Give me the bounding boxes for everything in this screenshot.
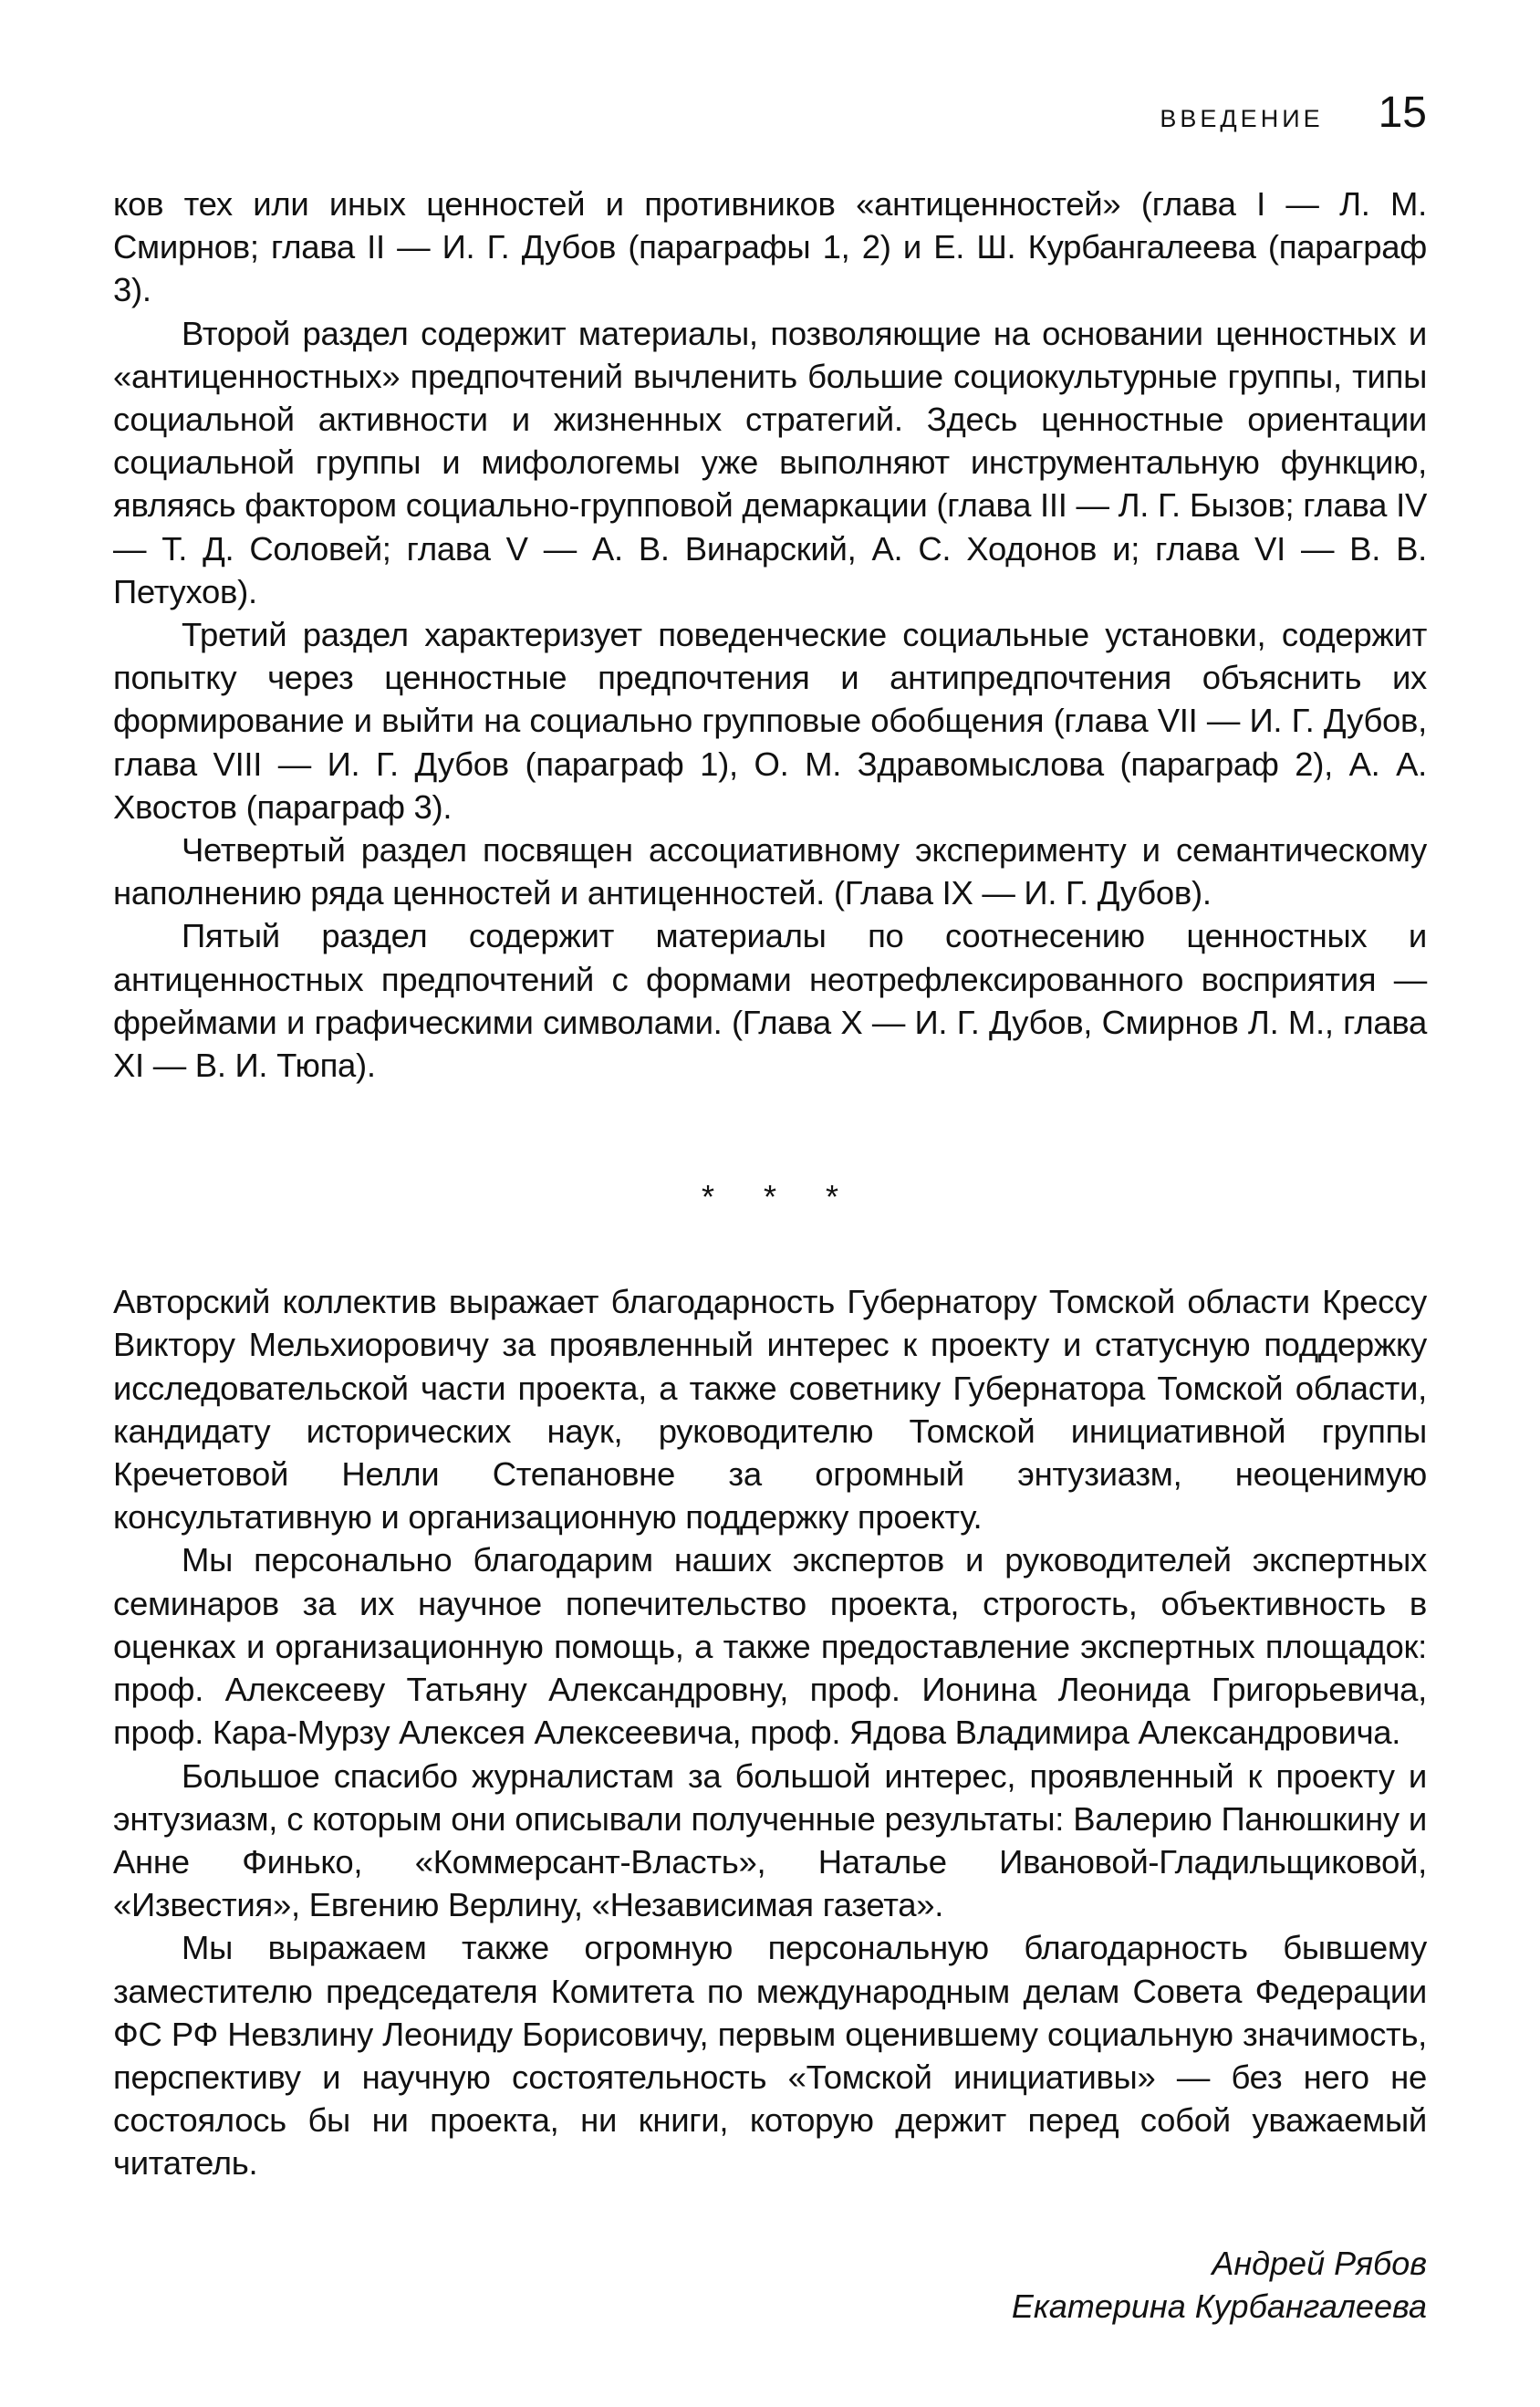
acknowledgement-paragraph-2: Мы персонально благодарим наших экспертов и руководителей экспертных семинаров за их научное попечительство проекта, строгость, объективность в оценках и организационную помощь, а также предоставление экспертных площадок: проф. Алексееву Татьяну Александровну, проф. Ионина Леонида Григорьевича, проф. Кара-Мурзу Алексея Алексеевича, проф. Ядова Владимира Александровича. <box>113 1541 1427 1752</box>
acknowledgement-paragraph-4: Мы выражаем также огромную персональную благодарность бывшему заместителю председателя Комитета по международным делам Совета Федерации ФС РФ Невзлину Леониду Борисовичу, первым оценившему социальную значимость, перспективу и научную состоятельность «Томской инициативы» — без него не состоялось бы ни проекта, ни книги, которую держит перед собой уважаемый читатель. <box>113 1929 1427 2183</box>
page-number: 15 <box>1378 89 1427 137</box>
page-body <box>113 182 1427 2328</box>
acknowledgements-section <box>113 1280 1427 2184</box>
running-head-section: ВВЕДЕНИЕ <box>1160 105 1324 132</box>
intro-paragraph-5: Пятый раздел содержит материалы по соотнесению ценностных и антиценностных предпочтений с формами неотрефлексированного восприятия — фреймами и графическими символами. (Глава X — И. Г. Дубов, Смирнов Л. М., глава XI — В. И. Тюпа). <box>113 917 1427 1085</box>
running-head <box>1160 88 1427 138</box>
signatures <box>113 2242 1427 2328</box>
acknowledgement-paragraph-3: Большое спасибо журналистам за большой интерес, проявленный к проекту и энтузиазм, с которым они описывали полученные результаты: Валерию Панюшкину и Анне Финько, «Коммерсант-Власть», Наталье Ивановой-Гладильщиковой, «Известия», Евгению Верлину, «Независимая газета». <box>113 1756 1427 1924</box>
intro-paragraph-3: Третий раздел характеризует поведенческие социальные установки, содержит попытку через ценностные предпочтения и антипредпочтения объяснить их формирование и выйти на социально групповые обобщения (глава VII — И. Г. Дубов, глава VIII — И. Г. Дубов (параграф 1), О. М. Здравомыслова (параграф 2), А. А. Хвостов (параграф 3). <box>113 616 1427 826</box>
intro-paragraph-4: Четвертый раздел посвящен ассоциативному эксперименту и семантическому наполнению ряда ценностей и антиценностей. (Глава IX — И. Г. Дубов). <box>113 831 1427 912</box>
signature-author-2: Екатерина Курбангалеева <box>1011 2287 1427 2325</box>
intro-paragraph-1: ков тех или иных ценностей и противников «антиценностей» (глава I — Л. М. Смирнов; глава II — И. Г. Дубов (параграфы 1, 2) и Е. Ш. Курбангалеева (параграф 3). <box>113 185 1427 309</box>
signature-author-1: Андрей Рябов <box>1212 2244 1427 2282</box>
intro-paragraph-2: Второй раздел содержит материалы, позволяющие на основании ценностных и «антиценностных» предпочтений вычленить большие социокультурные группы, типы социальной активности и жизненных стратегий. Здесь ценностные ориентации социальной группы и мифологемы уже выполняют инструментальную функцию, являясь фактором социально-групповой демаркации (глава III — Л. Г. Бызов; глава IV — Т. Д. Соловей; глава V — А. В. Винарский, А. С. Ходонов и; глава VI — В. В. Петухов). <box>113 314 1427 610</box>
acknowledgement-paragraph-1: Авторский коллектив выражает благодарность Губернатору Томской области Крессу Виктору Мельхиоровичу за проявленный интерес к проекту и статусную поддержку исследовательской части проекта, а также советнику Губернатора Томской области, кандидату исторических наук, руководителю Томской инициативной группы Кречетовой Нелли Степановне за огромный энтузиазм, неоценимую консультативную и организационную поддержку проекту. <box>113 1283 1427 1537</box>
section-separator: * * * <box>701 1178 859 1216</box>
intro-section <box>113 182 1427 1087</box>
